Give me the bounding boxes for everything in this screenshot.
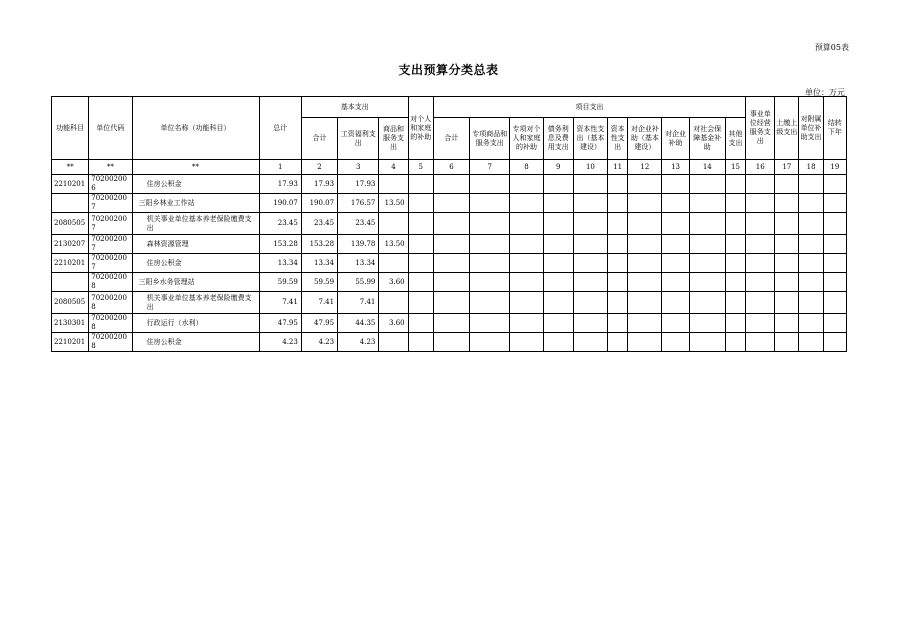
cell-empty — [470, 175, 510, 194]
cell-empty — [573, 213, 607, 235]
cell-empty — [746, 213, 775, 235]
cell-empty — [510, 175, 543, 194]
cell-empty — [543, 333, 573, 352]
cell-empty — [543, 273, 573, 292]
unit-label: 单位：万元 — [805, 88, 845, 97]
cell-empty — [725, 254, 745, 273]
cell-empty — [662, 273, 689, 292]
cell-total: 13.34 — [259, 254, 301, 273]
cell-empty — [510, 213, 543, 235]
cell-wage: 23.45 — [338, 213, 379, 235]
cell-empty — [662, 292, 689, 314]
cell-empty — [823, 333, 846, 352]
cell-empty — [775, 273, 799, 292]
index-cell: 8 — [510, 160, 543, 175]
cell-unit-code: 702002008 — [89, 333, 132, 352]
cell-unit-name: 机关事业单位基本养老保险缴费支出 — [132, 213, 259, 235]
cell-empty — [608, 194, 628, 213]
cell-empty — [608, 213, 628, 235]
header-total: 总计 — [259, 97, 301, 160]
cell-empty — [689, 254, 725, 273]
cell-total: 23.45 — [259, 213, 301, 235]
table-row — [52, 213, 847, 235]
cell-basic-total: 47.95 — [301, 314, 337, 333]
cell-empty — [510, 333, 543, 352]
cell-empty — [408, 292, 433, 314]
cell-empty — [799, 314, 823, 333]
cell-empty — [725, 292, 745, 314]
cell-empty — [662, 175, 689, 194]
cell-empty — [799, 273, 823, 292]
cell-empty — [408, 213, 433, 235]
cell-empty — [408, 254, 433, 273]
cell-empty — [470, 292, 510, 314]
cell-empty — [823, 273, 846, 292]
table-row — [52, 235, 847, 254]
cell-empty — [433, 314, 469, 333]
cell-empty — [799, 254, 823, 273]
cell-empty — [746, 235, 775, 254]
cell-goods — [379, 292, 408, 314]
cell-empty — [628, 235, 662, 254]
table-row — [52, 254, 847, 273]
cell-unit-code: 702002008 — [89, 273, 132, 292]
cell-empty — [746, 292, 775, 314]
cell-empty — [543, 254, 573, 273]
cell-empty — [725, 273, 745, 292]
index-cell: 17 — [775, 160, 799, 175]
cell-empty — [775, 213, 799, 235]
cell-empty — [775, 194, 799, 213]
cell-func-subject: 2080505 — [52, 292, 89, 314]
cell-empty — [662, 314, 689, 333]
cell-empty — [823, 213, 846, 235]
cell-empty — [725, 213, 745, 235]
cell-empty — [408, 175, 433, 194]
cell-empty — [799, 213, 823, 235]
cell-func-subject: 2210201 — [52, 333, 89, 352]
cell-empty — [470, 194, 510, 213]
header-project-social: 对社会保障基金补助 — [689, 118, 725, 160]
cell-empty — [433, 254, 469, 273]
cell-func-subject: 2130301 — [52, 314, 89, 333]
cell-empty — [433, 292, 469, 314]
cell-empty — [573, 273, 607, 292]
header-unit-code: 单位代码 — [89, 97, 132, 160]
cell-empty — [608, 254, 628, 273]
cell-empty — [746, 273, 775, 292]
cell-unit-code: 702002007 — [89, 194, 132, 213]
cell-wage: 13.34 — [338, 254, 379, 273]
cell-empty — [662, 194, 689, 213]
cell-unit-name: 机关事业单位基本养老保险缴费支出 — [132, 292, 259, 314]
cell-empty — [470, 235, 510, 254]
table-row — [52, 333, 847, 352]
table-row — [52, 175, 847, 194]
cell-basic-total: 153.28 — [301, 235, 337, 254]
cell-unit-code: 702002008 — [89, 314, 132, 333]
cell-empty — [543, 292, 573, 314]
cell-empty — [573, 194, 607, 213]
table-row — [52, 292, 847, 314]
index-cell: 4 — [379, 160, 408, 175]
cell-empty — [510, 235, 543, 254]
cell-empty — [689, 333, 725, 352]
cell-empty — [689, 213, 725, 235]
cell-unit-name: 行政运行（水利） — [132, 314, 259, 333]
cell-empty — [725, 194, 745, 213]
header-project-other: 其他支出 — [725, 118, 745, 160]
index-cell: 1 — [259, 160, 301, 175]
cell-empty — [775, 235, 799, 254]
cell-empty — [628, 194, 662, 213]
table-body — [52, 175, 847, 352]
cell-goods — [379, 175, 408, 194]
cell-empty — [725, 333, 745, 352]
cell-empty — [408, 273, 433, 292]
cell-empty — [799, 194, 823, 213]
cell-empty — [573, 235, 607, 254]
cell-func-subject — [52, 194, 89, 213]
cell-empty — [408, 235, 433, 254]
cell-empty — [573, 333, 607, 352]
cell-empty — [775, 175, 799, 194]
table-row — [52, 194, 847, 213]
header-project: 项目支出 — [433, 97, 745, 118]
index-cell: 7 — [470, 160, 510, 175]
header-project-enterprise-build: 对企业补助（基本建设） — [628, 118, 662, 160]
page-title: 支出预算分类总表 — [398, 63, 499, 77]
cell-empty — [823, 194, 846, 213]
cell-empty — [510, 194, 543, 213]
cell-empty — [433, 213, 469, 235]
cell-empty — [470, 213, 510, 235]
cell-unit-name: 住房公积金 — [132, 254, 259, 273]
cell-basic-total: 4.23 — [301, 333, 337, 352]
cell-empty — [746, 175, 775, 194]
cell-total: 153.28 — [259, 235, 301, 254]
index-cell: 18 — [799, 160, 823, 175]
header-project-enterprise: 对企业补助 — [662, 118, 689, 160]
table-header — [52, 97, 847, 175]
header-basic: 基本支出 — [301, 97, 408, 118]
cell-func-subject: 2210201 — [52, 254, 89, 273]
cell-goods — [379, 333, 408, 352]
cell-empty — [433, 194, 469, 213]
cell-empty — [470, 273, 510, 292]
cell-empty — [746, 333, 775, 352]
cell-empty — [608, 333, 628, 352]
cell-empty — [725, 235, 745, 254]
cell-total: 4.23 — [259, 333, 301, 352]
cell-empty — [628, 314, 662, 333]
header-func-subject: 功能科目 — [52, 97, 89, 160]
cell-empty — [628, 333, 662, 352]
index-cell: 12 — [628, 160, 662, 175]
cell-goods — [379, 213, 408, 235]
cell-empty — [628, 175, 662, 194]
header-biz: 事业单位经营服务支出 — [746, 97, 775, 160]
cell-unit-code: 702002007 — [89, 254, 132, 273]
cell-func-subject — [52, 273, 89, 292]
cell-empty — [573, 175, 607, 194]
cell-empty — [543, 213, 573, 235]
cell-empty — [799, 292, 823, 314]
index-cell: ** — [132, 160, 259, 175]
cell-empty — [746, 254, 775, 273]
header-unit-name: 单位名称（功能科目） — [132, 97, 259, 160]
cell-wage: 4.23 — [338, 333, 379, 352]
cell-wage: 176.57 — [338, 194, 379, 213]
cell-empty — [470, 254, 510, 273]
cell-empty — [608, 292, 628, 314]
cell-unit-code: 702002007 — [89, 213, 132, 235]
header-upper: 上缴上级支出 — [775, 97, 799, 160]
header-project-goods: 专项商品和服务支出 — [470, 118, 510, 160]
cell-wage: 7.41 — [338, 292, 379, 314]
cell-empty — [510, 254, 543, 273]
cell-wage: 55.99 — [338, 273, 379, 292]
cell-empty — [408, 314, 433, 333]
cell-empty — [573, 254, 607, 273]
cell-wage: 139.78 — [338, 235, 379, 254]
cell-empty — [689, 292, 725, 314]
cell-empty — [799, 235, 823, 254]
cell-wage: 17.93 — [338, 175, 379, 194]
index-cell: ** — [89, 160, 132, 175]
header-basic-wage: 工资福利支出 — [338, 118, 379, 160]
cell-empty — [408, 194, 433, 213]
cell-empty — [510, 314, 543, 333]
cell-empty — [543, 194, 573, 213]
header-project-debt: 债务利息及费用支出 — [543, 118, 573, 160]
cell-empty — [823, 292, 846, 314]
header-project-capital-build: 资本性支出（基本建设） — [573, 118, 607, 160]
cell-empty — [543, 175, 573, 194]
index-cell: 11 — [608, 160, 628, 175]
table-row — [52, 314, 847, 333]
cell-func-subject: 2080505 — [52, 213, 89, 235]
cell-empty — [662, 254, 689, 273]
cell-empty — [746, 194, 775, 213]
cell-empty — [510, 292, 543, 314]
cell-empty — [608, 175, 628, 194]
index-cell: 16 — [746, 160, 775, 175]
cell-basic-total: 23.45 — [301, 213, 337, 235]
cell-empty — [433, 175, 469, 194]
cell-empty — [608, 235, 628, 254]
cell-unit-code: 702002006 — [89, 175, 132, 194]
cell-empty — [725, 175, 745, 194]
cell-empty — [775, 333, 799, 352]
cell-empty — [823, 314, 846, 333]
cell-empty — [775, 314, 799, 333]
header-affil: 对附属单位补助支出 — [799, 97, 823, 160]
cell-empty — [725, 314, 745, 333]
cell-goods: 13.50 — [379, 235, 408, 254]
index-cell: 13 — [662, 160, 689, 175]
cell-empty — [433, 273, 469, 292]
header-basic-goods: 商品和服务支出 — [379, 118, 408, 160]
cell-empty — [510, 273, 543, 292]
header-project-total: 合计 — [433, 118, 469, 160]
cell-total: 7.41 — [259, 292, 301, 314]
cell-empty — [746, 314, 775, 333]
cell-goods: 3.60 — [379, 314, 408, 333]
cell-goods: 13.50 — [379, 194, 408, 213]
cell-unit-name: 森林资源管理 — [132, 235, 259, 254]
cell-empty — [628, 273, 662, 292]
cell-empty — [543, 314, 573, 333]
cell-unit-code: 702002008 — [89, 292, 132, 314]
index-cell: 10 — [573, 160, 607, 175]
cell-empty — [573, 314, 607, 333]
index-cell: 6 — [433, 160, 469, 175]
index-cell: 14 — [689, 160, 725, 175]
cell-empty — [662, 213, 689, 235]
index-cell: 2 — [301, 160, 337, 175]
index-cell: 15 — [725, 160, 745, 175]
cell-empty — [823, 235, 846, 254]
cell-basic-total: 7.41 — [301, 292, 337, 314]
cell-empty — [689, 175, 725, 194]
cell-func-subject: 2130207 — [52, 235, 89, 254]
cell-wage: 44.35 — [338, 314, 379, 333]
cell-empty — [628, 292, 662, 314]
cell-total: 47.95 — [259, 314, 301, 333]
cell-empty — [689, 235, 725, 254]
cell-empty — [543, 235, 573, 254]
cell-empty — [823, 175, 846, 194]
cell-empty — [775, 254, 799, 273]
index-row — [52, 160, 847, 175]
cell-total: 59.59 — [259, 273, 301, 292]
cell-basic-total: 13.34 — [301, 254, 337, 273]
cell-goods: 3.60 — [379, 273, 408, 292]
index-cell: 5 — [408, 160, 433, 175]
index-cell: 19 — [823, 160, 846, 175]
table-row — [52, 273, 847, 292]
index-cell: 9 — [543, 160, 573, 175]
cell-unit-name: 住房公积金 — [132, 175, 259, 194]
cell-empty — [608, 314, 628, 333]
header-carry: 结转下年 — [823, 97, 846, 160]
cell-empty — [408, 333, 433, 352]
cell-unit-name: 三阳乡林业工作站 — [132, 194, 259, 213]
index-cell: ** — [52, 160, 89, 175]
cell-goods — [379, 254, 408, 273]
index-cell: 3 — [338, 160, 379, 175]
cell-empty — [799, 175, 823, 194]
cell-basic-total: 190.07 — [301, 194, 337, 213]
budget-table — [51, 96, 847, 352]
cell-empty — [628, 213, 662, 235]
cell-basic-total: 59.59 — [301, 273, 337, 292]
cell-unit-name: 住房公积金 — [132, 333, 259, 352]
header-basic-personal: 对个人和家庭的补助 — [408, 97, 433, 160]
cell-empty — [662, 333, 689, 352]
cell-func-subject: 2210201 — [52, 175, 89, 194]
cell-empty — [470, 333, 510, 352]
cell-total: 190.07 — [259, 194, 301, 213]
cell-empty — [470, 314, 510, 333]
cell-empty — [689, 194, 725, 213]
cell-total: 17.93 — [259, 175, 301, 194]
cell-unit-code: 702002007 — [89, 235, 132, 254]
cell-empty — [662, 235, 689, 254]
header-basic-total: 合计 — [301, 118, 337, 160]
header-project-personal: 专项对个人和家庭的补助 — [510, 118, 543, 160]
header-project-capital: 资本性支出 — [608, 118, 628, 160]
cell-empty — [689, 273, 725, 292]
cell-empty — [799, 333, 823, 352]
cell-empty — [433, 235, 469, 254]
cell-empty — [608, 273, 628, 292]
cell-empty — [823, 254, 846, 273]
cell-empty — [628, 254, 662, 273]
cell-empty — [689, 314, 725, 333]
cell-empty — [573, 292, 607, 314]
cell-empty — [433, 333, 469, 352]
form-number: 预算05表 — [814, 43, 849, 52]
cell-basic-total: 17.93 — [301, 175, 337, 194]
cell-unit-name: 三阳乡水务管理站 — [132, 273, 259, 292]
cell-empty — [775, 292, 799, 314]
